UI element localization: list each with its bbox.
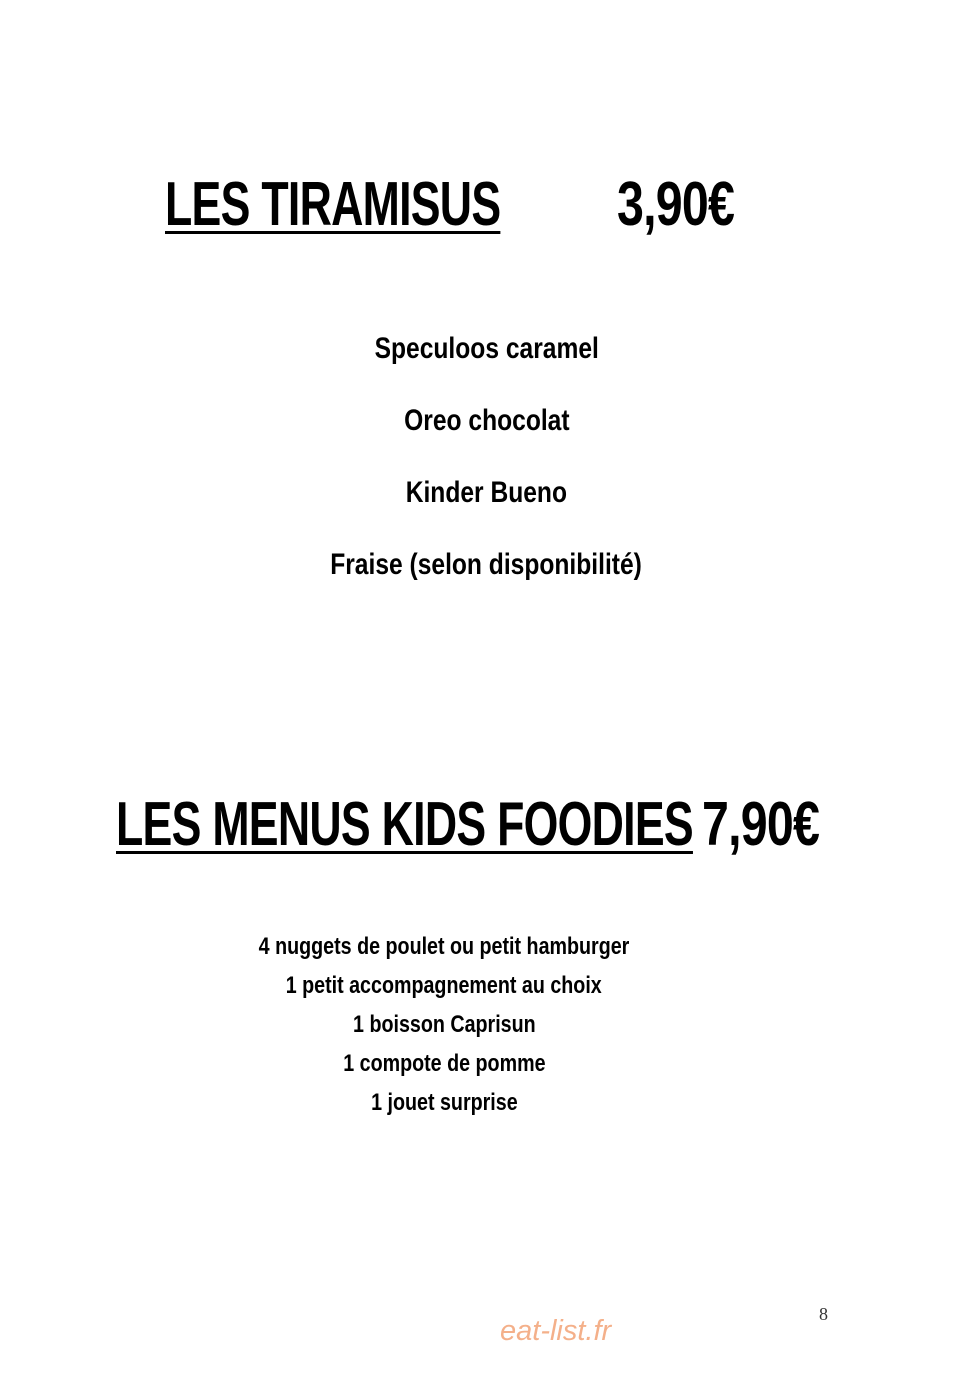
list-item: Oreo chocolat: [403, 404, 570, 437]
tiramisus-title: LES TIRAMISUS: [165, 170, 501, 239]
kids-menu-heading: [0, 785, 973, 865]
tiramisus-price: 3,90€: [617, 170, 735, 239]
kids-menu-list: [0, 927, 888, 1122]
page-number: 8: [819, 1304, 828, 1324]
kids-menu-price: 7,90€: [702, 790, 820, 859]
tiramisus-list: [0, 325, 973, 613]
tiramisus-heading: [0, 165, 973, 245]
list-item: 1 jouet surprise: [370, 1089, 518, 1116]
list-item: 1 boisson Caprisun: [352, 1011, 536, 1038]
list-item: 4 nuggets de poulet ou petit hamburger: [258, 933, 630, 960]
watermark: eat-list.fr: [500, 1315, 612, 1347]
list-item: 1 petit accompagnement au choix: [285, 972, 603, 999]
kids-menu-title: LES MENUS KIDS FOODIES: [116, 790, 693, 859]
list-item: Fraise (selon disponibilité): [330, 548, 643, 581]
list-item: Kinder Bueno: [405, 476, 568, 509]
list-item: 1 compote de pomme: [342, 1050, 546, 1077]
list-item: Speculoos caramel: [374, 332, 599, 365]
